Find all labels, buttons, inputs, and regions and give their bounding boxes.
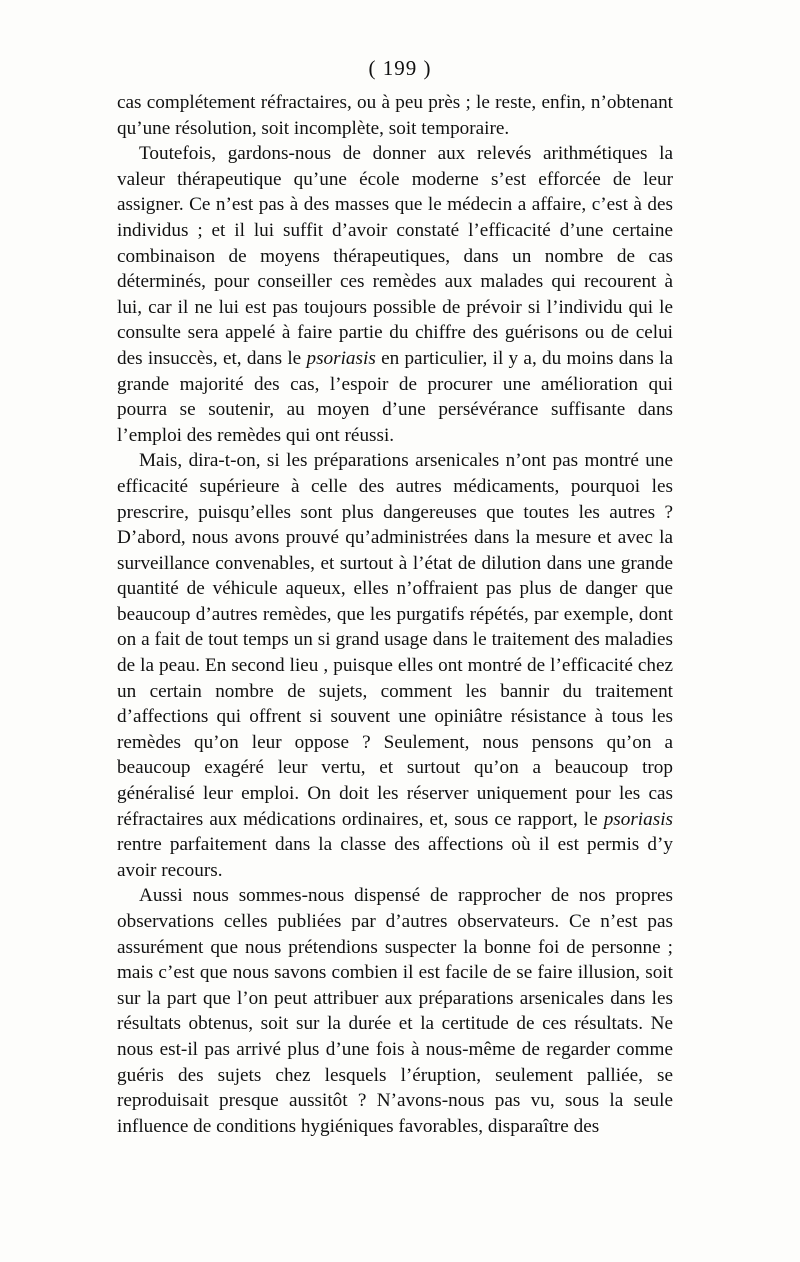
paragraph: [117, 90, 673, 141]
italic-term: psoriasis: [306, 347, 376, 369]
body-text: [117, 90, 673, 1139]
paragraph-text: cas complétement réfractaires, ou à peu près ; le reste, enfin, n’obtenant qu’une résolution, soit incomplète, soit temporaire.: [117, 92, 673, 139]
paragraph-text: Toutefois, gardons-nous de donner aux relevés arithmétiques la valeur thérapeutique qu’une école moderne s’est efforcée de leur assigner. Ce n’est pas à des masses que le médecin a affaire, c’est à des individus ; et il lui suffit d’avoir constaté l’efficacité d’une certaine combinaison de moyens thérapeutiques, dans un nombre de cas déterminés, pour conseiller ces remèdes aux malades qui recourent à lui, car il ne lui est pas toujours possible de prévoir si l’individu qui le consulte sera appelé à faire partie du chiffre des guérisons ou de celui des insuccès, et, dans le: [117, 143, 673, 369]
paragraph-text: Mais, dira-t-on, si les préparations arsenicales n’ont pas montré une efficacité supérieure à celle des autres médicaments, pourquoi les prescrire, puisqu’elles sont plus dangereuses que toutes les autres ? D’abord, nous avons prouvé qu’administrées dans la mesure et avec la surveillance convenables, et surtout à l’état de dilution dans une grande quantité de véhicule aqueux, elles n’offraient pas plus de danger que beaucoup d’autres remèdes, que les purgatifs répétés, par exemple, dont on a fait de tout temps un si grand usage dans le traitement des maladies de la peau. En second lieu , puisque elles ont montré de l’efficacité chez un certain nombre de sujets, comment les bannir du traitement d’affections qui offrent si souvent une opiniâtre résistance à tous les remèdes qu’on leur oppose ? Seulement, nous pensons qu’on a beaucoup exagéré leur vertu, et surtout qu’on a beaucoup trop généralisé leur emploi. On doit les réserver uniquement pour les cas réfractaires aux médications ordinaires, et, sous ce rapport, le: [117, 450, 673, 830]
paragraph-text: Aussi nous sommes-nous dispensé de rapprocher de nos propres observations celles publiées par d’autres observateurs. Ce n’est pas assurément que nous prétendions suspecter la bonne foi de personne ; mais c’est que nous savons combien il est facile de se faire illusion, soit sur la part que l’on peut attribuer aux préparations arsenicales dans les résultats obtenus, soit sur la durée et la certitude de ces résultats. Ne nous est-il pas arrivé plus d’une fois à nous-même de regarder comme guéris des sujets chez lesquels l’éruption, seulement palliée, se reproduisait presque aussitôt ? N’avons-nous pas vu, sous la seule influence de conditions hygiéniques favorables, disparaître des: [117, 885, 673, 1137]
paragraph-text: rentre parfaitement dans la classe des affections où il est permis d’y avoir recours.: [117, 834, 673, 881]
paragraph: [117, 141, 673, 448]
page-number: ( 199 ): [368, 56, 432, 80]
italic-term: psoriasis: [603, 808, 673, 830]
paragraph: [117, 883, 673, 1139]
paragraph-text: en particulier, il y a, du moins dans la grande majorité des cas, l’espoir de procurer une amélioration qui pourra se soutenir, au moyen d’une persévérance suffisante dans l’emploi des remèdes qui ont réussi.: [117, 347, 673, 446]
paragraph: [117, 448, 673, 883]
